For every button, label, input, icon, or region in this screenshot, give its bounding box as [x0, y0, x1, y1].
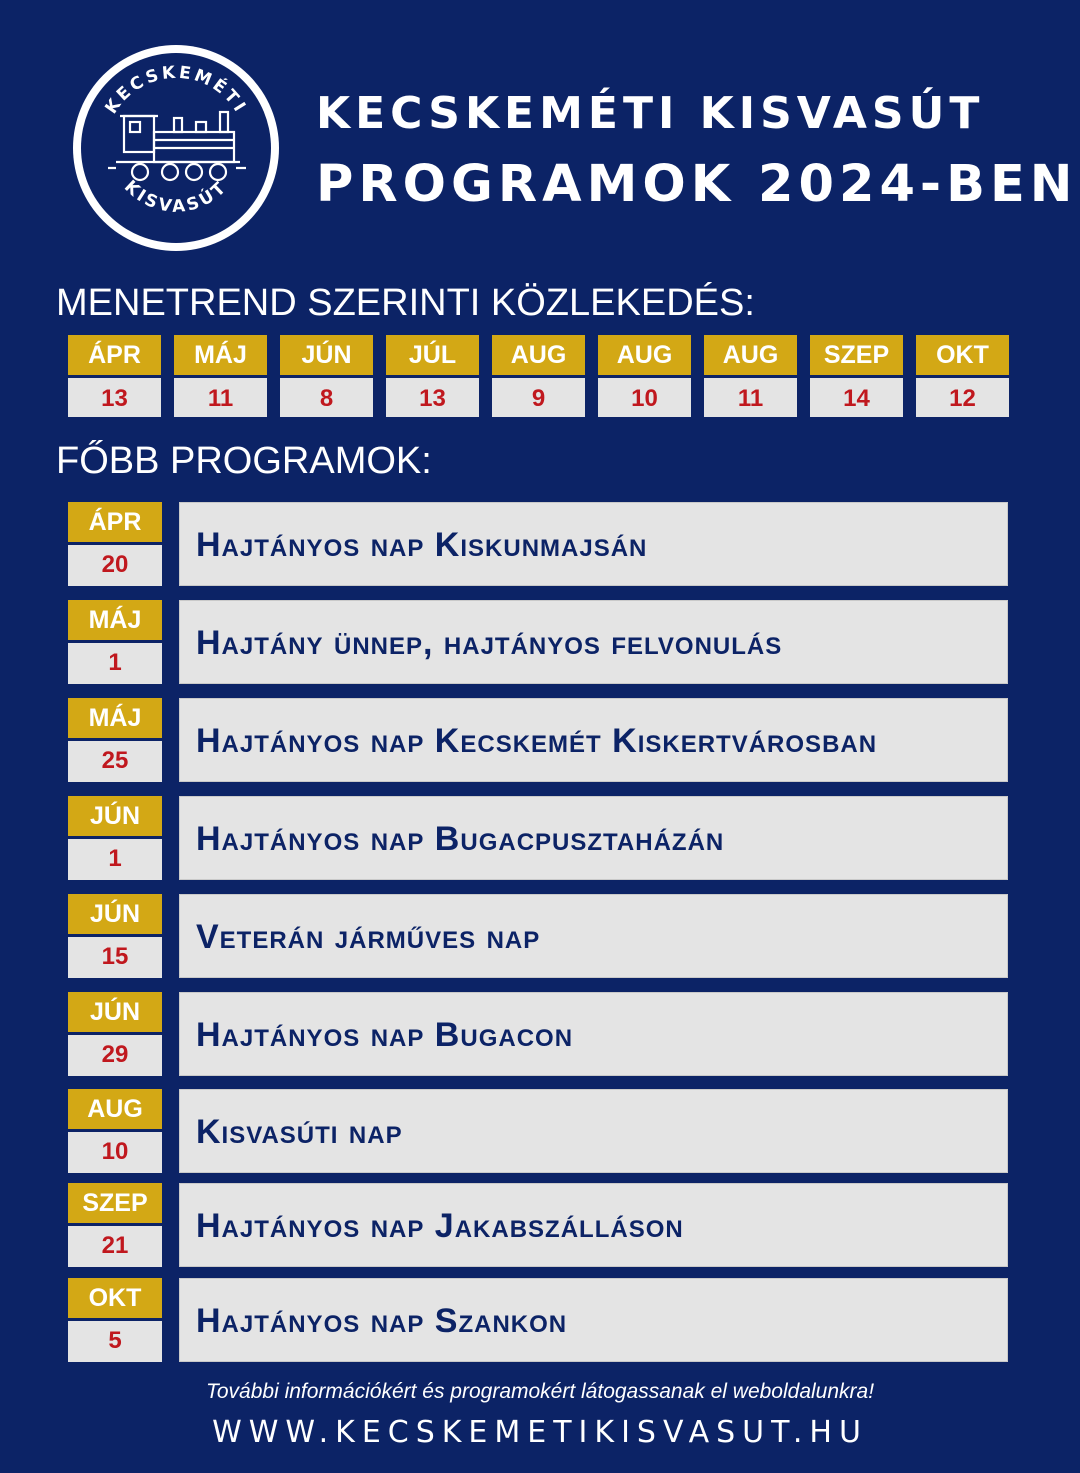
- program-date: [68, 698, 162, 782]
- schedule-day: 9: [492, 378, 585, 417]
- program-month: JÚN: [68, 992, 162, 1032]
- schedule-date: [280, 335, 373, 417]
- program-date: [68, 1183, 162, 1267]
- program-title-bar: [179, 992, 1008, 1076]
- program-title: Hajtányos nap Bugacon: [196, 1016, 574, 1054]
- schedule-month: JÚL: [386, 335, 479, 375]
- schedule-date: [68, 335, 161, 417]
- schedule-day: 14: [810, 378, 903, 417]
- programs-heading: FŐBB PROGRAMOK:: [56, 440, 432, 482]
- logo-top-text: KECSKEMÉTI: [101, 62, 251, 118]
- program-date: [68, 1089, 162, 1173]
- program-date: [68, 796, 162, 880]
- schedule-heading: MENETREND SZERINTI KÖZLEKEDÉS:: [56, 282, 755, 324]
- schedule-day: 10: [598, 378, 691, 417]
- program-title: Veterán járműves nap: [196, 918, 541, 956]
- program-date: [68, 894, 162, 978]
- footer-info: További információkért és programokért látogassanak el weboldalunkra!: [205, 1380, 875, 1403]
- program-day: 29: [68, 1035, 162, 1076]
- program-title: Kisvasúti nap: [196, 1113, 403, 1151]
- program-month: AUG: [68, 1089, 162, 1129]
- program-title-bar: [179, 502, 1008, 586]
- schedule-month: OKT: [916, 335, 1009, 375]
- program-month: OKT: [68, 1278, 162, 1318]
- program-day: 15: [68, 937, 162, 978]
- schedule-date: [174, 335, 267, 417]
- footer-website-link[interactable]: WWW.KECSKEMETIKISVASUT.HU: [212, 1415, 868, 1450]
- program-day: 1: [68, 643, 162, 684]
- schedule-date: [598, 335, 691, 417]
- schedule-month: ÁPR: [68, 335, 161, 375]
- page-title-line-1: KECSKEMÉTI KISVASÚT: [316, 88, 985, 139]
- program-title-bar: [179, 600, 1008, 684]
- program-title-bar: [179, 796, 1008, 880]
- page-title-line-2: PROGRAMOK 2024-BEN: [316, 155, 1078, 214]
- schedule-date: [810, 335, 903, 417]
- program-date: [68, 1278, 162, 1362]
- program-title: Hajtányos nap Kiskunmajsán: [196, 526, 648, 564]
- schedule-day: 13: [386, 378, 479, 417]
- program-day: 10: [68, 1132, 162, 1173]
- logo-emblem: [70, 42, 282, 254]
- schedule-month: SZEP: [810, 335, 903, 375]
- program-day: 21: [68, 1226, 162, 1267]
- program-date: [68, 502, 162, 586]
- schedule-day: 11: [174, 378, 267, 417]
- program-day: 5: [68, 1321, 162, 1362]
- schedule-month: JÚN: [280, 335, 373, 375]
- schedule-month: AUG: [598, 335, 691, 375]
- program-title-bar: [179, 894, 1008, 978]
- schedule-month: MÁJ: [174, 335, 267, 375]
- schedule-date: [916, 335, 1009, 417]
- program-month: JÚN: [68, 796, 162, 836]
- program-month: JÚN: [68, 894, 162, 934]
- program-title: Hajtányos nap Szankon: [196, 1302, 568, 1340]
- logo: [70, 42, 282, 254]
- schedule-day: 13: [68, 378, 161, 417]
- program-day: 1: [68, 839, 162, 880]
- program-date: [68, 600, 162, 684]
- schedule-date: [492, 335, 585, 417]
- program-title-bar: [179, 1089, 1008, 1173]
- program-day: 25: [68, 741, 162, 782]
- program-title-bar: [179, 1183, 1008, 1267]
- program-title: Hajtányos nap Kecskemét Kiskertvárosban: [196, 722, 878, 760]
- logo-bottom-text: KISVASÚT: [120, 176, 232, 218]
- schedule-date: [386, 335, 479, 417]
- program-title-bar: [179, 698, 1008, 782]
- schedule-month: AUG: [492, 335, 585, 375]
- schedule-date: [704, 335, 797, 417]
- program-title-bar: [179, 1278, 1008, 1362]
- program-month: SZEP: [68, 1183, 162, 1223]
- schedule-day: 11: [704, 378, 797, 417]
- program-month: ÁPR: [68, 502, 162, 542]
- program-date: [68, 992, 162, 1076]
- schedule-month: AUG: [704, 335, 797, 375]
- schedule-day: 8: [280, 378, 373, 417]
- program-month: MÁJ: [68, 600, 162, 640]
- program-title: Hajtányos nap Jakabszálláson: [196, 1207, 684, 1245]
- program-title: Hajtányos nap Bugacpusztaházán: [196, 820, 725, 858]
- program-title: Hajtány ünnep, hajtányos felvonulás: [196, 624, 783, 662]
- program-day: 20: [68, 545, 162, 586]
- program-month: MÁJ: [68, 698, 162, 738]
- schedule-day: 12: [916, 378, 1009, 417]
